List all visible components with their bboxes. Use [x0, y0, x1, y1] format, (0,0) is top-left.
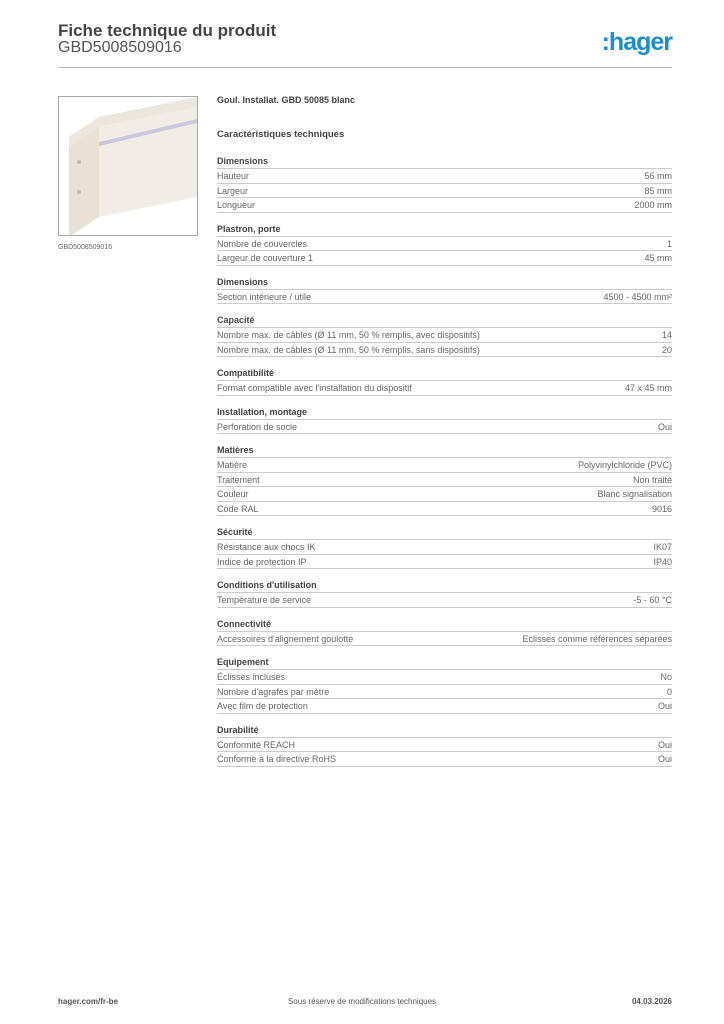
spec-section [217, 525, 672, 569]
spec-section-header: Durabilité [217, 723, 672, 738]
spec-section-header: Installation, montage [217, 405, 672, 420]
spec-value: Oui [657, 421, 672, 432]
spec-sections [217, 154, 672, 767]
spec-row [217, 381, 672, 396]
spec-section-header: Capacité [217, 313, 672, 328]
section-title: Caractéristiques techniques [217, 129, 345, 140]
spec-row [217, 420, 672, 435]
spec-label: Température de service [217, 595, 312, 605]
spec-label: Traitement [217, 474, 260, 485]
spec-value: -5 - 60 °C [633, 595, 672, 605]
spec-section [217, 443, 672, 516]
spec-row [217, 632, 672, 647]
spec-value: 45 mm [644, 253, 672, 263]
spec-section-header: Equipement [217, 655, 672, 670]
spec-value: 85 mm [644, 185, 672, 196]
spec-row [217, 237, 672, 252]
spec-section [217, 723, 672, 767]
spec-row [217, 343, 672, 358]
spec-value: 0 [666, 686, 672, 697]
footer-disclaimer: Sous réserve de modifications techniques [287, 997, 437, 1006]
spec-value: Non traité [632, 474, 672, 485]
spec-value: 1 [666, 238, 672, 249]
spec-label: Matière [217, 460, 248, 470]
footer-website: hager.com/fr-be [58, 997, 119, 1006]
spec-section-header: Compatibilité [217, 366, 672, 381]
spec-label: Code RAL [217, 503, 259, 514]
spec-value: Oui [657, 754, 672, 764]
spec-value: Oui [657, 701, 672, 711]
spec-section [217, 617, 672, 647]
spec-section [217, 313, 672, 357]
spec-section-header: Conditions d'utilisation [217, 578, 672, 593]
spec-value: 47 x 45 mm [624, 383, 672, 393]
spec-label: Nombre de couvercles [217, 238, 308, 249]
spec-label: Nombre max. de câbles (Ø 11 mm, 50 % remplis, sans dispositifs) [217, 344, 480, 355]
spec-section-header: Sécurité [217, 525, 672, 540]
spec-value: Polyvinylchloride (PVC) [577, 460, 672, 470]
spec-section-header: Connectivité [217, 617, 672, 632]
spec-section-header: Dimensions [217, 275, 672, 290]
spec-row [217, 198, 672, 213]
product-code: GBD5008509016 [58, 39, 182, 56]
header-divider [58, 67, 672, 68]
spec-label: Avec film de protection [217, 701, 308, 711]
image-caption: GBD5008509016 [58, 244, 113, 251]
spec-label: Nombre d'agrafes par mètre [217, 686, 330, 697]
spec-section-header: Matières [217, 443, 672, 458]
spec-value: 20 [661, 344, 672, 355]
spec-value: 2000 mm [634, 200, 672, 210]
spec-section [217, 275, 672, 305]
spec-section-header: Dimensions [217, 154, 672, 169]
spec-row [217, 540, 672, 555]
spec-row [217, 473, 672, 488]
spec-section [217, 154, 672, 213]
spec-label: Hauteur [217, 171, 250, 181]
spec-row [217, 169, 672, 184]
spec-row [217, 685, 672, 700]
spec-value: IK07 [653, 542, 672, 552]
spec-label: Nombre max. de câbles (Ø 11 mm, 50 % remplis, avec dispositifs) [217, 330, 480, 340]
spec-row [217, 458, 672, 473]
spec-row [217, 502, 672, 517]
spec-row [217, 328, 672, 343]
spec-label: Largeur [217, 185, 249, 196]
spec-label: Longueur [217, 200, 256, 210]
spec-label: Éclisses incluses [217, 672, 286, 682]
spec-row [217, 184, 672, 199]
spec-value: 9016 [651, 503, 672, 514]
spec-row [217, 487, 672, 502]
spec-row [217, 699, 672, 714]
spec-row [217, 251, 672, 266]
product-name: Goul. Installat. GBD 50085 blanc [217, 95, 356, 105]
page-title: Fiche technique du produit [58, 21, 277, 40]
spec-section [217, 655, 672, 714]
spec-section-header: Plastron, porte [217, 222, 672, 237]
spec-value: 14 [661, 330, 672, 340]
spec-content [217, 95, 672, 776]
spec-label: Largeur de couverture 1 [217, 253, 314, 263]
spec-value: Blanc signalisation [597, 489, 672, 499]
spec-section [217, 222, 672, 266]
spec-label: Accessoires d'alignement goulotte [217, 633, 354, 644]
spec-value: 56 mm [644, 171, 672, 181]
spec-label: Perforation de socle [217, 421, 298, 432]
spec-value: Oui [657, 739, 672, 750]
spec-row [217, 738, 672, 753]
spec-label: Conforme à la directive RoHS [217, 754, 337, 764]
spec-row [217, 670, 672, 685]
spec-label: Indice de protection IP [217, 556, 307, 567]
spec-section [217, 366, 672, 396]
spec-label: Section intérieure / utile [217, 291, 312, 302]
spec-value: No [660, 672, 672, 682]
spec-value: IP40 [653, 556, 672, 567]
hager-logo: :hager [601, 28, 672, 56]
spec-label: Format compatible avec l'installation du dispositif [217, 383, 412, 393]
spec-row [217, 752, 672, 767]
spec-section [217, 405, 672, 435]
spec-section [217, 578, 672, 608]
spec-row [217, 593, 672, 608]
product-image [58, 96, 198, 236]
footer-date: 04.03.2026 [631, 997, 672, 1006]
spec-row [217, 555, 672, 570]
spec-label: Couleur [217, 489, 249, 499]
spec-label: Résistance aux chocs IK [217, 542, 316, 552]
spec-value: 4500 - 4500 mm² [603, 291, 672, 302]
spec-value: Eclisses comme références séparées [522, 633, 672, 644]
spec-row [217, 290, 672, 305]
spec-label: Conformité REACH [217, 739, 296, 750]
